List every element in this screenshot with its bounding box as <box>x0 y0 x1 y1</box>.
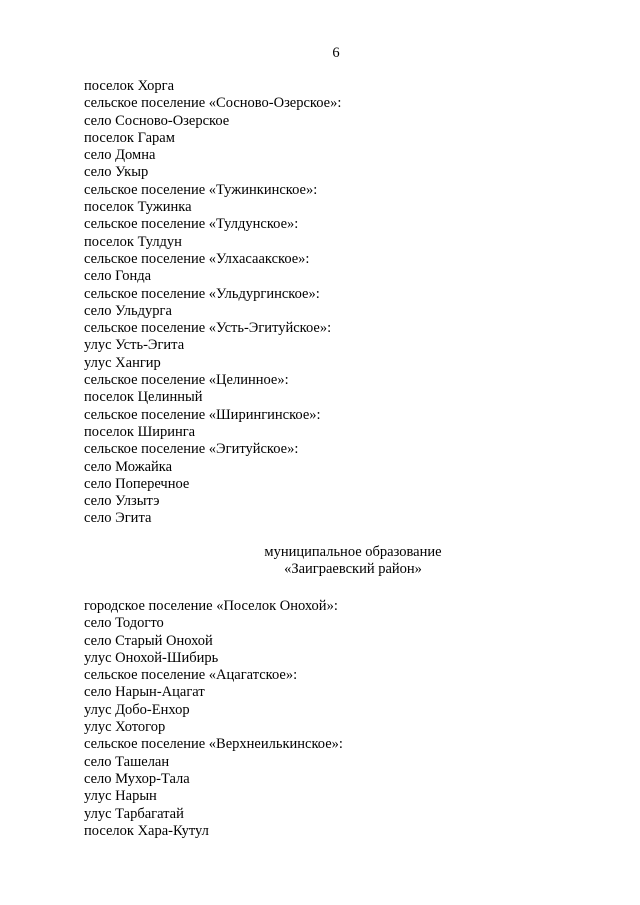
list-item: сельское поселение «Тужинкинское»: <box>84 181 318 198</box>
list-item: село Ульдурга <box>84 302 172 319</box>
heading-line-1: муниципальное образование <box>264 544 442 560</box>
list-item: сельское поселение «Улхасаакское»: <box>84 250 310 267</box>
list-item: улус Добо-Енхор <box>84 701 190 718</box>
settlement-list-2 <box>84 598 343 840</box>
list-item: улус Усть-Эгита <box>84 337 185 354</box>
list-item: поселок Гарам <box>84 129 175 146</box>
list-item: сельское поселение «Ульдургинское»: <box>84 285 320 302</box>
list-item: село Гонда <box>84 268 152 285</box>
list-item: поселок Ширинга <box>84 423 196 440</box>
list-item: поселок Тужинка <box>84 199 192 216</box>
list-item: сельское поселение «Сосново-Озерское»: <box>84 95 342 112</box>
list-item: городское поселение «Поселок Онохой»: <box>84 598 338 614</box>
list-item: село Мухор-Тала <box>84 770 190 787</box>
list-item: село Ташелан <box>84 753 170 770</box>
list-item: село Улзытэ <box>84 493 160 510</box>
list-item: село Эгита <box>84 510 152 527</box>
list-item: село Домна <box>84 147 156 164</box>
list-item: сельское поселение «Ширингинское»: <box>84 406 321 423</box>
page-number: 6 <box>332 45 340 61</box>
list-item: село Нарын-Ацагат <box>84 684 205 701</box>
list-item: сельское поселение «Усть-Эгитуйское»: <box>84 320 332 337</box>
list-item: поселок Целинный <box>84 389 203 406</box>
list-item: сельское поселение «Целинное»: <box>84 372 289 389</box>
list-item: село Тодогто <box>84 615 164 632</box>
list-item: село Укыр <box>84 164 149 181</box>
list-item: улус Тарбагатай <box>84 805 184 822</box>
settlement-list-1 <box>84 78 341 528</box>
list-item: село Можайка <box>84 458 173 475</box>
heading-line-2: «Заиграевский район» <box>284 561 422 578</box>
list-item: поселок Хара-Кутул <box>84 822 209 839</box>
list-item: поселок Хорга <box>84 78 175 94</box>
section-heading <box>108 544 598 579</box>
list-item: сельское поселение «Верхнеилькинское»: <box>84 736 343 753</box>
list-item: улус Хангир <box>84 354 161 371</box>
list-item: сельское поселение «Ацагатское»: <box>84 667 298 684</box>
list-item: село Старый Онохой <box>84 632 213 649</box>
list-item: сельское поселение «Эгитуйское»: <box>84 441 299 458</box>
list-item: улус Хотогор <box>84 719 166 736</box>
list-item: сельское поселение «Тулдунское»: <box>84 216 299 233</box>
list-item: село Поперечное <box>84 475 190 492</box>
list-item: улус Нарын <box>84 788 157 805</box>
list-item: поселок Тулдун <box>84 233 182 250</box>
list-item: улус Онохой-Шибирь <box>84 649 219 666</box>
list-item: село Сосново-Озерское <box>84 112 230 129</box>
